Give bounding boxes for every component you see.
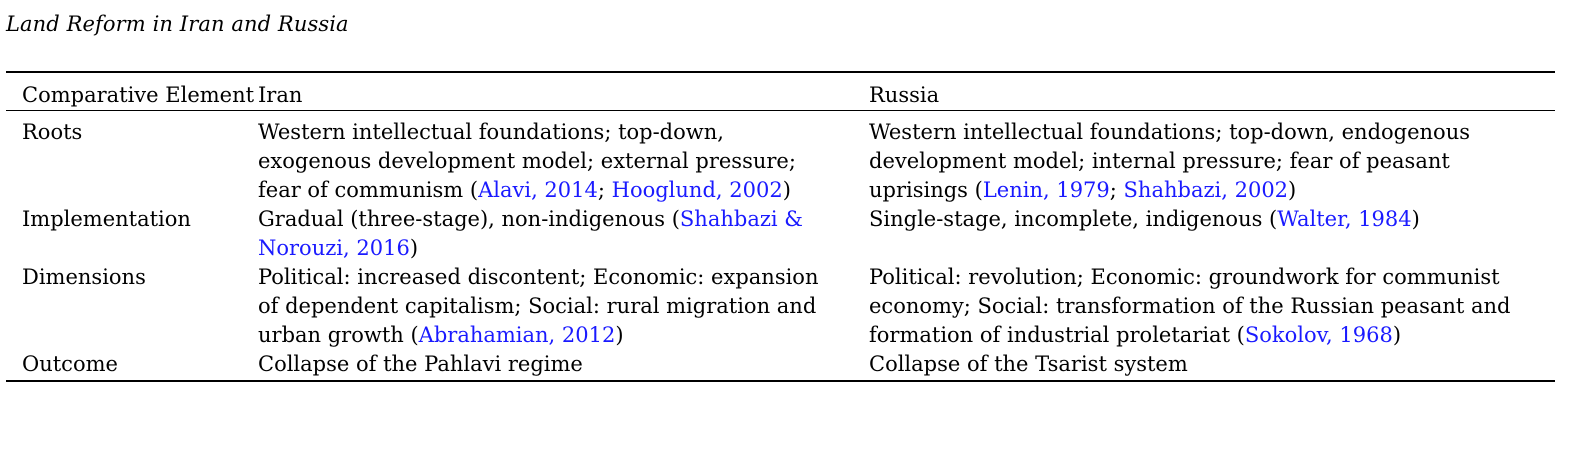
cell-iran-roots — [258, 111, 869, 206]
citation-separator: ; — [597, 178, 612, 202]
citation-link[interactable]: Shahbazi, 2002 — [1123, 178, 1289, 202]
citation-separator: ; — [1109, 178, 1124, 202]
close-paren: ) — [1392, 323, 1402, 347]
table-row-roots — [6, 111, 1555, 206]
cell-text: Gradual (three-stage), non-indigenous ( — [258, 207, 680, 231]
header-comparative-element: Comparative Element — [22, 83, 255, 107]
cell-iran-dimensions — [258, 263, 869, 350]
table-row-outcome — [6, 350, 1555, 381]
cell-text: Political: revolution; Economic: groundwork for communist economy; Social: transformation of the Russian peasant and formation of industrial proletariat ( — [869, 265, 1511, 347]
citation-link[interactable]: Lenin, 1979 — [982, 178, 1110, 202]
cell-text: Political: increased discontent; Economic: expansion of dependent capitalism; Social: rural migration and urban growth ( — [258, 265, 819, 347]
row-label-roots: Roots — [22, 120, 83, 144]
row-label-outcome: Outcome — [22, 352, 118, 376]
citation-link[interactable]: Alavi, 2014 — [478, 178, 598, 202]
header-russia: Russia — [869, 83, 940, 107]
close-paren: ) — [1288, 178, 1297, 202]
row-label-implementation: Implementation — [22, 207, 191, 231]
table-row-dimensions — [6, 263, 1555, 350]
close-paren: ) — [782, 178, 791, 202]
cell-russia-outcome: Collapse of the Tsarist system — [869, 352, 1188, 376]
citation-link[interactable]: Hooglund, 2002 — [611, 178, 783, 202]
table-caption: Land Reform in Iran and Russia — [6, 12, 349, 36]
close-paren: ) — [1411, 207, 1420, 231]
header-iran: Iran — [258, 83, 303, 107]
citation-link[interactable]: Abrahamian, 2012 — [418, 323, 616, 347]
cell-russia-roots — [869, 111, 1555, 206]
table-header-row — [6, 72, 1555, 111]
citation-link[interactable]: Shahbazi & Norouzi, 2016 — [258, 207, 803, 260]
close-paren: ) — [409, 236, 419, 260]
citation-link[interactable]: Walter, 1984 — [1277, 207, 1412, 231]
row-label-dimensions: Dimensions — [22, 265, 146, 289]
cell-text: Single-stage, incomplete, indigenous ( — [869, 207, 1278, 231]
citation-link[interactable]: Sokolov, 1968 — [1244, 323, 1393, 347]
comparison-table — [6, 71, 1555, 382]
cell-russia-implementation — [869, 205, 1555, 263]
cell-iran-outcome: Collapse of the Pahlavi regime — [258, 352, 583, 376]
cell-text: Western intellectual foundations; top-down, exogenous development model; external pressure; fear of communism ( — [258, 120, 796, 202]
close-paren: ) — [615, 323, 624, 347]
cell-text: Western intellectual foundations; top-down, endogenous development model; internal pressure; fear of peasant uprisings ( — [869, 120, 1471, 202]
cell-iran-implementation — [258, 205, 869, 263]
table-row-implementation — [6, 205, 1555, 263]
cell-russia-dimensions — [869, 263, 1555, 350]
